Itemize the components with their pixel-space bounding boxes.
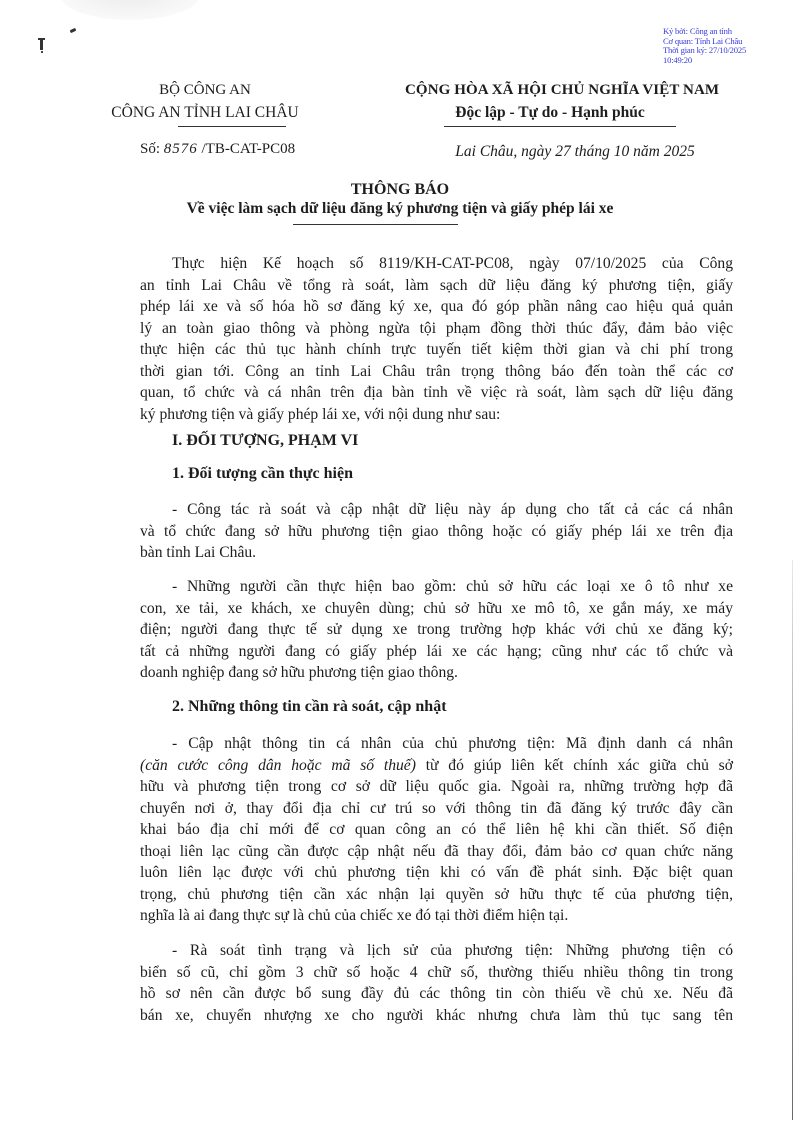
digital-signature-stamp: [663, 27, 746, 65]
stamp-signed-time: Thời gian ký: 27/10/2025: [663, 45, 747, 56]
number-suffix: /TB-CAT-PC08: [201, 141, 296, 157]
body-line: biển số cũ, chỉ gồm 3 chữ số hoặc 4 chữ số, thường thiếu nhiều thông tin trong: [140, 963, 733, 981]
body-line: thoại liên lạc cũng cần được cập nhật nếu đã thay đổi, đảm bảo cơ quan chức năng: [140, 842, 733, 860]
body-line: - Rà soát tình trạng và lịch sử của phương tiện: Những phương tiện có: [172, 942, 733, 959]
document-number: [140, 141, 295, 158]
body-line: tất cả những người đang có giấy phép lái xe các hạng; cũng như các tổ chức và: [140, 642, 733, 660]
body-line-mixed: [140, 756, 733, 776]
place-date: Lai Châu, ngày 27 tháng 10 năm 2025: [455, 143, 695, 160]
stamp-agency: Cơ quan: Tỉnh Lai Châu: [663, 35, 743, 46]
scan-mark: [41, 51, 43, 53]
section-heading: I. ĐỐI TƯỢNG, PHẠM VI: [172, 432, 359, 449]
document-subject: Về việc làm sạch dữ liệu đăng ký phương tiện và giấy phép lái xe: [186, 200, 614, 217]
scan-mark: [70, 28, 77, 33]
national-motto: Độc lập - Tự do - Hạnh phúc: [455, 104, 645, 121]
motto-underline: [444, 126, 676, 127]
body-line: doanh nghiệp đang sở hữu phương tiện giao thông.: [140, 664, 458, 681]
document-title: THÔNG BÁO: [350, 181, 450, 198]
subject-underline: [293, 224, 458, 225]
body-line: con, xe tải, xe khách, xe chuyên dùng; chủ sở hữu xe mô tô, xe gắn máy, xe máy: [140, 599, 733, 617]
unit-name: CÔNG AN TỈNH LAI CHÂU: [111, 104, 299, 121]
stamp-signed-clock: 10:49:20: [663, 54, 692, 65]
body-text: từ đó giúp liên kết chính xác giữa chủ sở: [415, 756, 733, 774]
scan-smudge: [60, 0, 200, 20]
stamp-signed-by: Ký bởi: Công an tỉnh: [663, 26, 732, 36]
body-line: điện; người đang thực tế sử dụng xe trong trường hợp khác với chủ xe đăng ký;: [140, 621, 733, 638]
scan-mark: [38, 38, 45, 40]
body-line: - Công tác rà soát và cập nhật dữ liệu này áp dụng cho tất cả các cá nhân: [172, 501, 733, 518]
scan-edge-line: [792, 560, 793, 1120]
subsection-heading: 2. Những thông tin cần rà soát, cập nhật: [172, 698, 447, 715]
body-line: bàn tỉnh Lai Châu.: [140, 544, 257, 561]
body-line: hồ sơ nên cần được bổ sung đầy đủ các thông tin còn thiếu về chủ xe. Nếu đã: [140, 985, 733, 1002]
number-handwritten: 8576: [163, 141, 198, 157]
body-line: thời gian tới. Công an tỉnh Lai Châu trân trọng thông báo đến toàn thể các cơ: [140, 362, 733, 380]
body-line: quan, tổ chức và cá nhân trên địa bàn tỉnh về việc rà soát, làm sạch dữ liệu đăng: [140, 384, 733, 401]
nation-name: CỘNG HÒA XÃ HỘI CHỦ NGHĨA VIỆT NAM: [405, 82, 720, 98]
body-line: phép lái xe và số hóa hồ sơ đăng ký xe, qua đó góp phần nâng cao hiệu quả quản: [140, 298, 733, 315]
unit-underline: [178, 126, 286, 127]
body-line: thực hiện các thủ tục hành chính trực tuyến tiết kiệm thời gian và chi phí trong: [140, 341, 733, 358]
body-line: và tổ chức đang sở hữu phương tiện giao thông hoặc có giấy phép lái xe trên địa: [140, 522, 733, 540]
body-line: hữu và phương tiện trong cơ sở dữ liệu quốc gia. Ngoài ra, những trường hợp đã: [140, 778, 733, 795]
body-line: an tỉnh Lai Châu về tổng rà soát, làm sạch dữ liệu đăng ký phương tiện, giấy: [140, 276, 733, 294]
body-line: khai báo địa chỉ mới để cơ quan công an có thể liên hệ khi cần thiết. Số điện: [140, 821, 733, 838]
italic-note: (căn cước công dân hoặc mã số thuế): [140, 756, 416, 774]
body-line: nghĩa là ai đang thực sự là chủ của chiếc xe đó tại thời điểm hiện tại.: [140, 907, 569, 924]
subsection-heading: 1. Đối tượng cần thực hiện: [172, 465, 353, 482]
ministry-name: BỘ CÔNG AN: [159, 82, 251, 98]
number-prefix: Số:: [140, 141, 161, 157]
body-line: - Cập nhật thông tin cá nhân của chủ phương tiện: Mã định danh cá nhân: [172, 735, 733, 752]
body-line: luôn liên lạc được với chủ phương tiện khi có vấn đề phát sinh. Đặc biệt quan: [140, 864, 733, 881]
body-line: trọng, chủ phương tiện cần xác nhận lại quyền sở hữu thực tế của phương tiện,: [140, 885, 733, 903]
body-line: Thực hiện Kế hoạch số 8119/KH-CAT-PC08, ngày 07/10/2025 của Công: [172, 255, 733, 272]
body-line: bán xe, chuyển nhượng xe cho người khác nhưng chưa làm thủ tục sang tên: [140, 1006, 733, 1024]
body-line: lý an toàn giao thông và phòng ngừa tội phạm đồng thời thúc đẩy, đảm bảo việc: [140, 319, 733, 337]
body-line: ký phương tiện và giấy phép lái xe, với nội dung như sau:: [140, 405, 501, 423]
body-line: - Những người cần thực hiện bao gồm: chủ sở hữu các loại xe ô tô như xe: [172, 578, 733, 595]
body-line: chuyển nơi ở, thay đổi địa chỉ cư trú so với thông tin đã đăng ký trước đây cần: [140, 799, 733, 817]
